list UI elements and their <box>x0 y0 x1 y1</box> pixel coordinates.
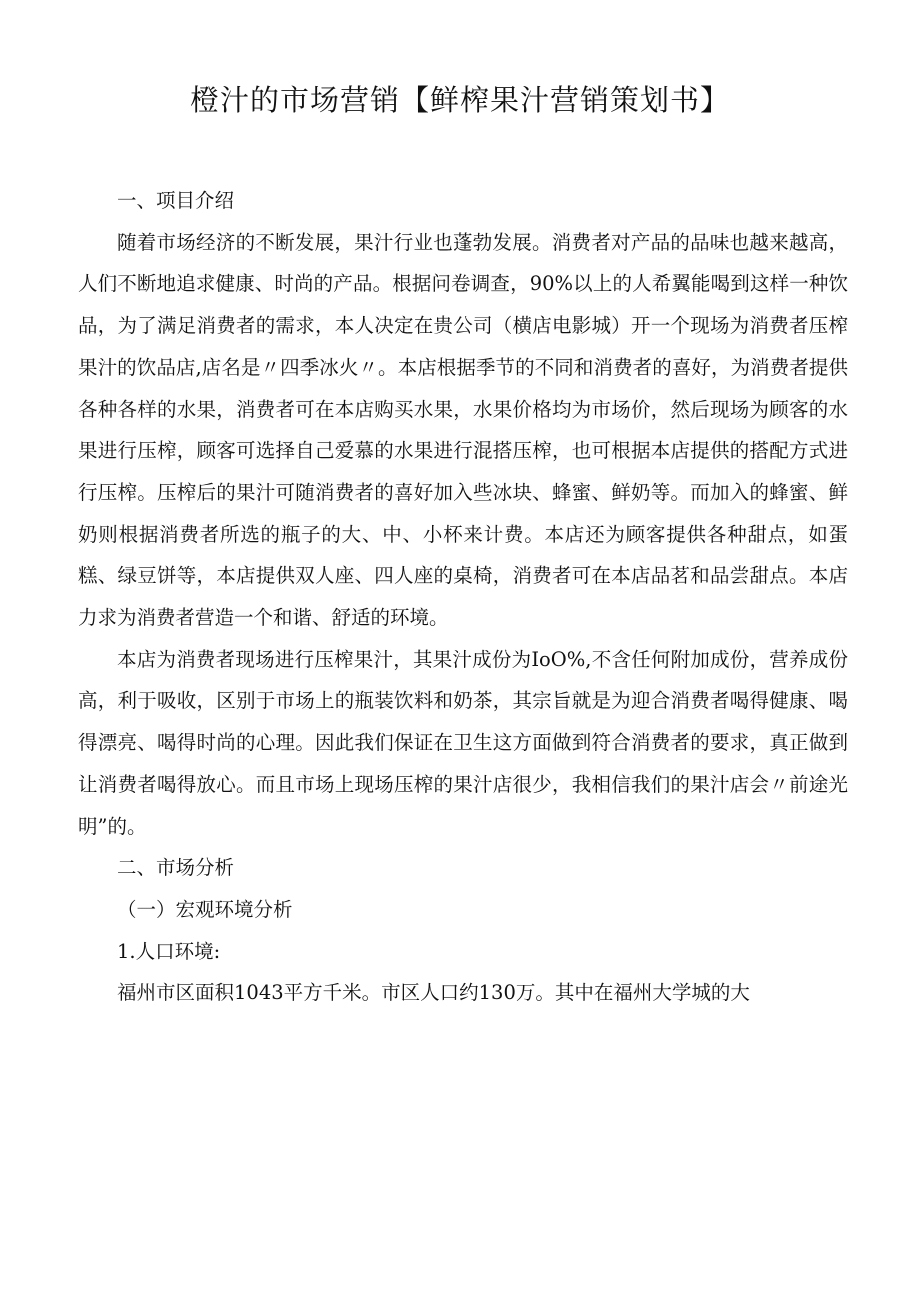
section-heading-market-analysis: 二、市场分析 <box>117 856 235 880</box>
paragraph-project-intro-2: 本店为消费者现场进行压榨果汁，其果汁成份为IoO%,不含任何附加成份，营养成份高，利于吸收，区别于市场上的瓶装饮料和奶茶，其宗旨就是为迎合消费者喝得健康、喝得漂亮、喝得时尚的心理。因此我们保证在卫生这方面做到符合消费者的要求，真正做到让消费者喝得放心。而且市场上现场压榨的果汁店很少，我相信我们的果汁店会〃前途光明”的。 <box>78 647 848 838</box>
paragraph-project-intro-1: 随着市场经济的不断发展，果汁行业也蓬勃发展。消费者对产品的品味也越来越高，人们不断地追求健康、时尚的产品。根据问卷调查，90%以上的人希翼能喝到这样一种饮品，为了满足消费者的需求，本人决定在贵公司（横店电影城）开一个现场为消费者压榨果汁的饮品店,店名是〃四季冰火〃。本店根据季节的不同和消费者的喜好，为消费者提供各种各样的水果，消费者可在本店购买水果，水果价格均为市场价，然后现场为顾客的水果进行压榨，顾客可选择自己爱慕的水果进行混搭压榨，也可根据本店提供的搭配方式进行压榨。压榨后的果汁可随消费者的喜好加入些冰块、蜂蜜、鲜奶等。而加入的蜂蜜、鲜奶则根据消费者所选的瓶子的大、中、小杯来计费。本店还为顾客提供各种甜点，如蛋糕、绿豆饼等，本店提供双人座、四人座的桌椅，消费者可在本店品茗和品尝甜点。本店力求为消费者营造一个和谐、舒适的环境。 <box>78 230 848 630</box>
subsection-heading-macro-environment: （一）宏观环境分析 <box>117 897 293 921</box>
paragraph-population: 福州市区面积1043平方千米。市区人口约130万。其中在福州大学城的大 <box>117 981 750 1005</box>
section-heading-project-intro: 一、项目介绍 <box>117 189 235 212</box>
document-title: 橙汁的市场营销【鲜榨果汁营销策划书】 <box>189 83 730 117</box>
document-body <box>78 180 848 1014</box>
list-item-population-environment: 1.人口环境: <box>117 939 221 963</box>
